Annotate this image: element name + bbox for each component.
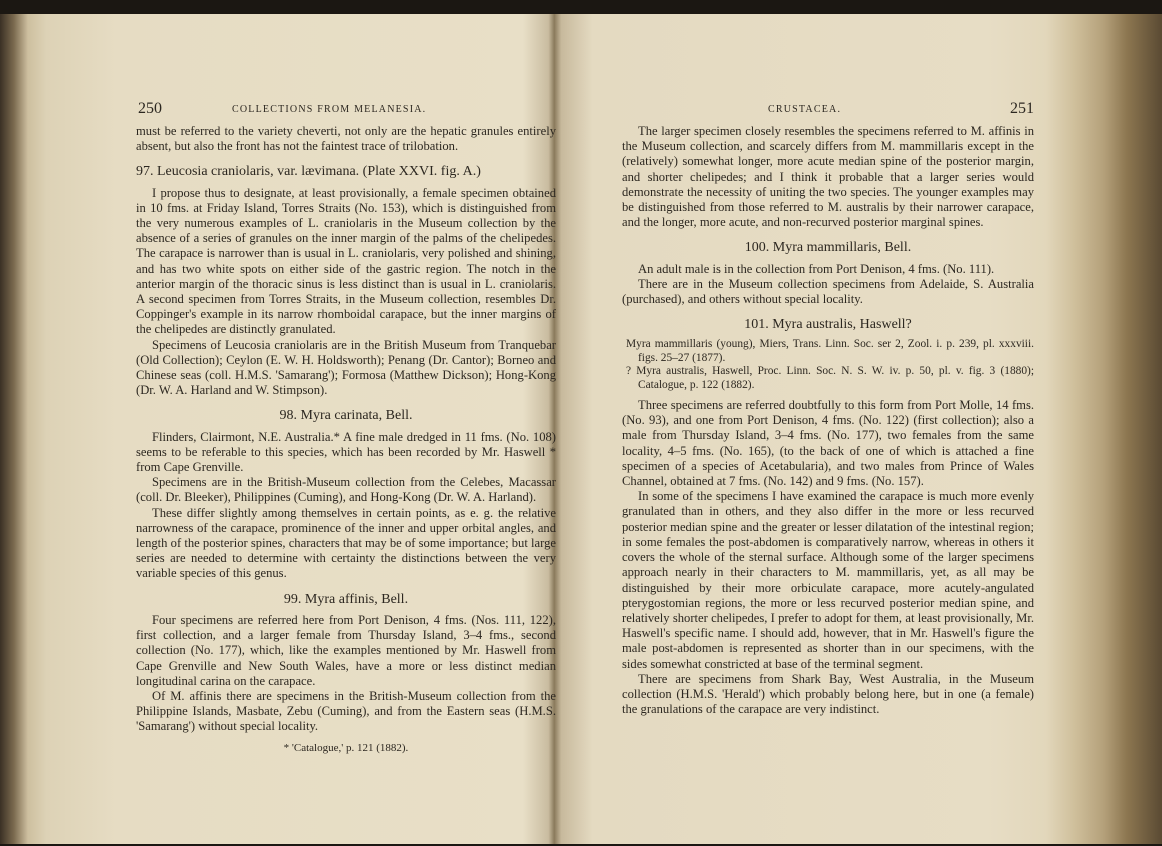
right-page-body bbox=[622, 124, 1034, 717]
section-heading-101: 101. Myra australis, Haswell? bbox=[744, 317, 912, 333]
section-heading-99: 99. Myra affinis, Bell. bbox=[283, 591, 409, 607]
synonymy-entry: ? Myra australis, Haswell, Proc. Linn. Soc. N. S. W. iv. p. 50, pl. v. fig. 3 (1880); Catalogue, p. 122 (1882). bbox=[626, 365, 1034, 391]
paragraph: Flinders, Clairmont, N.E. Australia.* A fine male dredged in 11 fms. (No. 108) seems to be referable to this species, which has been recorded by Mr. Haswell * from Cape Grenville. bbox=[136, 429, 556, 475]
paragraph: There are specimens from Shark Bay, West Australia, in the Museum collection (H.M.S. 'Herald') which probably belong here, but in one (a female) the granulations of the carapace are very indistinct. bbox=[622, 671, 1034, 717]
footnote: * 'Catalogue,' p. 121 (1882). bbox=[283, 741, 409, 754]
paragraph: In some of the specimens I have examined the carapace is much more evenly granulated than in others, and they also differ in the more or less recurved posterior median spine and the greater or lesser dilatation of the intestinal region; in some females the post-abdomen is comparatively narrow, whereas in others it covers the whole of the sternal surface. Although some of the larger specimens approach nearly in their characters to M. mammillaris, yet, as all may be distinguished by their more orbiculate carapace, more acutely-angulated pterygostomian regions, the more or less recurved posterior median spine, and relatively shorter chelipedes, I prefer to adopt for them, at least provisionally, Mr. Haswell's specific name. I should add, however, that in Mr. Haswell's figure the male post-abdomen is represented as shorter than in our specimens, with the sides somewhat constricted at base of the terminal segment. bbox=[622, 489, 1034, 671]
paragraph: These differ slightly among themselves in certain points, as e. g. the relative narrowness of the carapace, prominence of the inner and upper orbital angles, and length of the posterior spines, characters that may be of some importance; but large series are needed to determine with certainty the distinctions between the very variable species of this genus. bbox=[136, 505, 556, 581]
page-number-right: 251 bbox=[1010, 100, 1034, 117]
paragraph: Specimens are in the British-Museum collection from the Celebes, Macassar (coll. Dr. Bleeker), Philippines (Cuming), and Hong-Kong (Dr. W. A. Harland). bbox=[136, 475, 556, 505]
section-heading-97: 97. Leucosia craniolaris, var. lævimana. (Plate XXVI. fig. A.) bbox=[136, 164, 481, 180]
paragraph: Three specimens are referred doubtfully to this form from Port Molle, 14 fms. (No. 93), and one from Port Denison, 4 fms. (No. 122) (first collection); also a male from Thursday Island, 3–4 fms. (No. 177), two females from the same locality, 4–5 fms. (No. 165), (to the back of one of which is attached a fine specimen of a species of Acetabularia), and two males from Prince of Wales Channel, obtained at 7 fms. (No. 142) and 9 fms. (No. 157). bbox=[622, 398, 1034, 489]
paragraph: must be referred to the variety cheverti, not only are the hepatic granules entirely absent, but also the front has not the faintest trace of trilobation. bbox=[136, 124, 556, 154]
section-heading-100: 100. Myra mammillaris, Bell. bbox=[744, 240, 912, 256]
paragraph: The larger specimen closely resembles the specimens referred to M. affinis in the Museum collection, and scarcely differs from M. mammillaris except in the (relatively) somewhat longer, more acute median spine of the posterior margin, and shorter chelipedes; and I think it probable that a larger series would demonstrate the necessity of uniting the two species. The younger examples may be distinguished from those referred to M. australis by their narrower carapace, and the longer, more acute, and non-recurved posterior marginal spines. bbox=[622, 124, 1034, 230]
section-heading-98: 98. Myra carinata, Bell. bbox=[279, 408, 413, 424]
paragraph: Specimens of Leucosia craniolaris are in the British Museum from Tranquebar (Old Collection); Ceylon (E. W. H. Holdsworth); Penang (Dr. Cantor); Borneo and Chinese seas (coll. H.M.S. 'Samarang'); Formosa (Matthew Dickson); Hong-Kong (Dr. W. A. Harland and W. Stimpson). bbox=[136, 337, 556, 398]
synonymy-entry: Myra mammillaris (young), Miers, Trans. Linn. Soc. ser 2, Zool. i. p. 239, pl. xxxviii. figs. 25–27 (1877). bbox=[626, 338, 1034, 364]
paragraph: There are in the Museum collection specimens from Adelaide, S. Australia (purchased), and others without special locality. bbox=[622, 276, 1034, 307]
paragraph: Of M. affinis there are specimens in the British-Museum collection from the Philippine Islands, Masbate, Zebu (Cuming), and from the Eastern seas (H.M.S. 'Samarang') without special locality. bbox=[136, 688, 556, 734]
running-head-left: COLLECTIONS FROM MELANESIA. bbox=[232, 104, 427, 115]
left-page-body bbox=[136, 124, 556, 756]
open-book bbox=[0, 14, 1162, 844]
paragraph: An adult male is in the collection from Port Denison, 4 fms. (No. 111). bbox=[638, 261, 995, 276]
right-page-header bbox=[592, 100, 1034, 122]
page-number-left: 250 bbox=[138, 100, 162, 117]
left-page-header bbox=[108, 100, 556, 122]
running-head-right: CRUSTACEA. bbox=[768, 104, 842, 115]
paragraph: I propose thus to designate, at least provisionally, a female specimen obtained in 10 fms. at Friday Island, Torres Straits (No. 153), which is distinguished from the very numerous examples of L. craniolaris in the Museum collection by the absence of a series of granules on the inner margin of the palms of the chelipedes. The carapace is narrower than is usual in L. craniolaris, very polished and shining, and has two white spots on either side of the gastric region. The notch in the anterior margin of the thoracic sinus is less distinct than is usual in L. craniolaris. A second specimen from Torres Straits, in the Museum collection, resembles Dr. Coppinger's example in its narrow rhomboidal carapace, but the inner margins of the chelipedes are distinctly granulated. bbox=[136, 185, 556, 337]
paragraph: Four specimens are referred here from Port Denison, 4 fms. (Nos. 111, 122), first collection, and a larger female from Thursday Island, 3–4 fms., second collection (No. 177), which, like the examples mentioned by Mr. Haswell from Cape Grenville and New South Wales, have a more or less distinct median longitudinal carina on the carapace. bbox=[136, 612, 556, 688]
